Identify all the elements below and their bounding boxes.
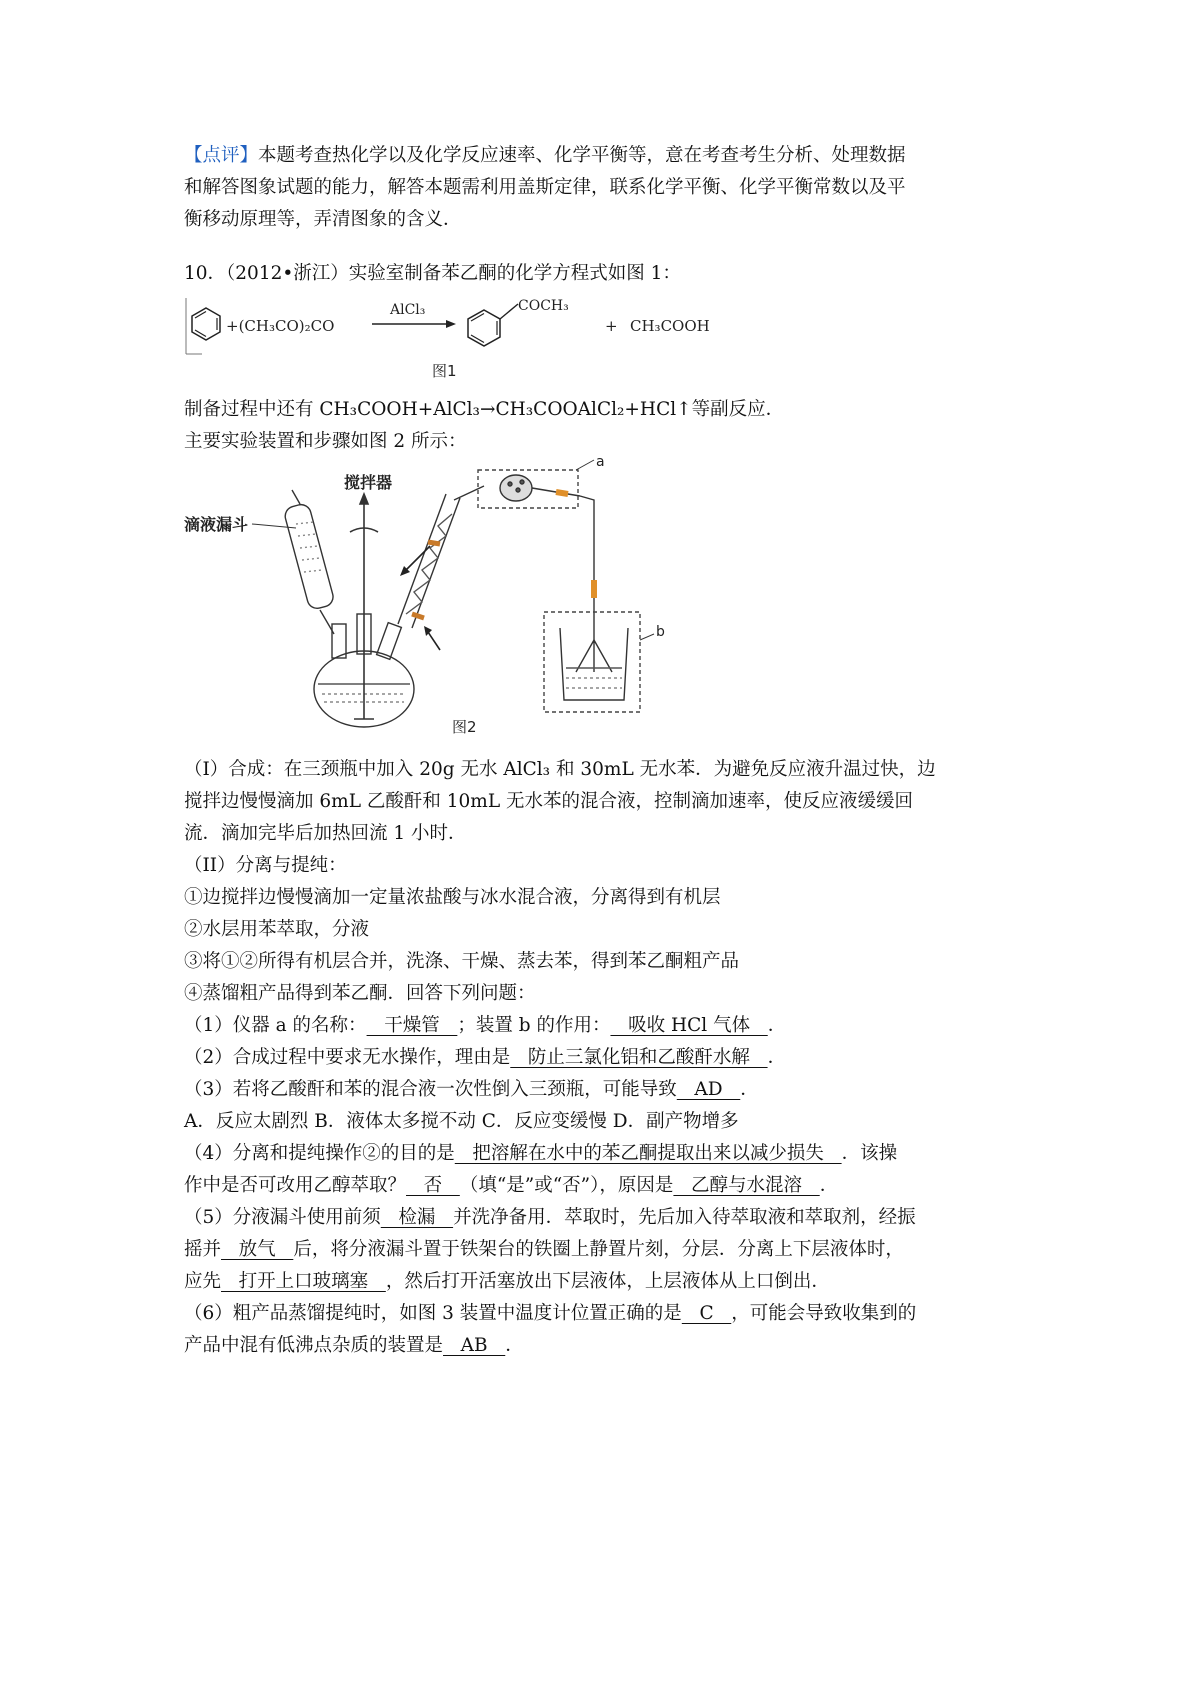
answer-6a: C	[681, 1303, 732, 1324]
synthesis-line-3: 流．滴加完毕后加热回流 1 小时．	[184, 823, 467, 844]
byproduct-plus: +	[605, 317, 618, 335]
reflux-condenser	[398, 494, 460, 628]
answer-5c: 打开上口玻璃塞	[221, 1271, 386, 1292]
question-4-line-1: （4）分离和提纯操作②的目的是 把溶解在水中的苯乙酮提取出来以减少损失 ．该操	[184, 1143, 898, 1164]
separation-step-1: ①边搅拌边慢慢滴加一定量浓盐酸与冰水混合液，分离得到有机层	[184, 887, 721, 908]
question-2: （2）合成过程中要求无水操作，理由是 防止三氯化铝和乙酸酐水解 ．	[184, 1047, 787, 1068]
answer-4c: 乙醇与水混溶	[673, 1175, 820, 1196]
answer-1a: 干燥管	[366, 1015, 458, 1036]
answer-3: AD	[676, 1079, 741, 1100]
question-4-line-2: 作中是否可改用乙醇萃取？ 否 （填“是”或“否”），原因是 乙醇与水混溶 ．	[184, 1175, 839, 1196]
question-header: 10．（2012•浙江）实验室制备苯乙酮的化学方程式如图 1：	[184, 263, 681, 284]
question-5-line-2: 摇并 放气 后，将分液漏斗置于铁架台的铁圈上静置片刻，分层．分离上下层液体时，	[184, 1239, 904, 1260]
question-3-options: A．反应太剧烈 B．液体太多搅不动 C．反应变缓慢 D．副产物增多	[184, 1111, 739, 1132]
question-5-line-1: （5）分液漏斗使用前须 检漏 并洗净备用．萃取时，先后加入待萃取液和萃取剂，经振	[184, 1207, 916, 1228]
question-5-line-3: 应先 打开上口玻璃塞 ，然后打开活塞放出下层液体，上层液体从上口倒出．	[184, 1271, 830, 1292]
reaction-arrow-head	[446, 320, 456, 328]
separation-step-3: ③将①②所得有机层合并，洗涤、干燥、蒸去苯，得到苯乙酮粗产品	[184, 951, 740, 972]
product-group-text: COCH₃	[518, 298, 569, 314]
figure-1-reaction	[184, 294, 784, 394]
question-6-line-1: （6）粗产品蒸馏提纯时，如图 3 装置中温度计位置正确的是 C ，可能会导致收集到的	[184, 1303, 917, 1324]
drying-tube	[454, 470, 580, 508]
answer-1b: 吸收 HCl 气体	[610, 1015, 768, 1036]
label-b-leader	[640, 634, 654, 640]
document-page	[184, 140, 1044, 1362]
answer-5a: 检漏	[380, 1207, 454, 1228]
comment-tag: 【点评】	[184, 145, 259, 166]
funnel-label: 滴液漏斗	[184, 515, 249, 534]
reaction-equation-diagram	[184, 294, 784, 394]
comment-line-3: 衡移动原理等，弄清图象的含义．	[184, 209, 462, 230]
gas-tube	[576, 496, 612, 672]
reagent-text: +(CH₃CO)₂CO	[226, 317, 335, 335]
apparatus-diagram	[184, 454, 744, 754]
water-out-arrow-line	[404, 546, 430, 572]
answer-2: 防止三氯化铝和乙酸酐水解	[510, 1047, 768, 1068]
question-3: （3）若将乙酸酐和苯的混合液一次性倒入三颈瓶，可能导致 AD ．	[184, 1079, 759, 1100]
comment-line-1: 【点评】本题考查热化学以及化学反应速率、化学平衡等，意在考查考生分析、处理数据	[184, 145, 906, 166]
separation-title: （II）分离与提纯：	[184, 855, 347, 876]
answer-4a: 把溶解在水中的苯乙酮提取出来以减少损失	[454, 1143, 842, 1164]
benzene-ring-reactant	[192, 308, 220, 340]
answer-4b: 否	[406, 1175, 460, 1196]
figure-1-caption: 图1	[432, 362, 457, 380]
separation-step-2: ②水层用苯萃取，分液	[184, 919, 370, 940]
catalyst-text: AlCl₃	[390, 302, 426, 318]
answer-5b: 放气	[221, 1239, 294, 1260]
byproduct-text: CH₃COOH	[630, 317, 710, 335]
label-a-leader	[576, 460, 594, 470]
dropping-funnel	[283, 490, 335, 634]
question-1: （1）仪器 a 的名称： 干燥管 ；装置 b 的作用： 吸收 HCl 气体 ．	[184, 1015, 787, 1036]
stirrer	[350, 494, 378, 719]
figure-2-apparatus	[184, 454, 744, 754]
answer-6b: AB	[443, 1335, 506, 1356]
stirrer-label: 搅拌器	[344, 473, 393, 492]
comment-line-2: 和解答图象试题的能力，解答本题需利用盖斯定律，联系化学平衡、化学平衡常数以及平	[184, 177, 906, 198]
label-b: b	[656, 624, 665, 640]
synthesis-line-1: （I）合成：在三颈瓶中加入 20g 无水 AlCl₃ 和 30mL 无水苯．为避免反应液升温过快，边	[184, 759, 936, 780]
water-in-arrow-line	[428, 632, 440, 650]
water-in-arrow-head	[424, 626, 432, 636]
separation-step-4: ④蒸馏粗产品得到苯乙酮．回答下列问题：	[184, 983, 536, 1004]
funnel-label-leader	[252, 524, 296, 528]
absorption-beaker	[544, 612, 640, 712]
question-6-line-2: 产品中混有低沸点杂质的装置是 AB ．	[184, 1335, 524, 1356]
figure-2-caption: 图2	[452, 718, 477, 736]
apparatus-intro-text: 主要实验装置和步骤如图 2 所示：	[184, 431, 467, 452]
label-a: a	[596, 454, 605, 470]
side-reaction-text: 制备过程中还有 CH₃COOH+AlCl₃→CH₃COOAlCl₂+HCl↑等副反应．	[184, 399, 785, 420]
synthesis-line-2: 搅拌边慢慢滴加 6mL 乙酸酐和 10mL 无水苯的混合液，控制滴加速率，使反应液缓缓回	[184, 791, 913, 812]
benzene-ring-product	[468, 304, 518, 346]
